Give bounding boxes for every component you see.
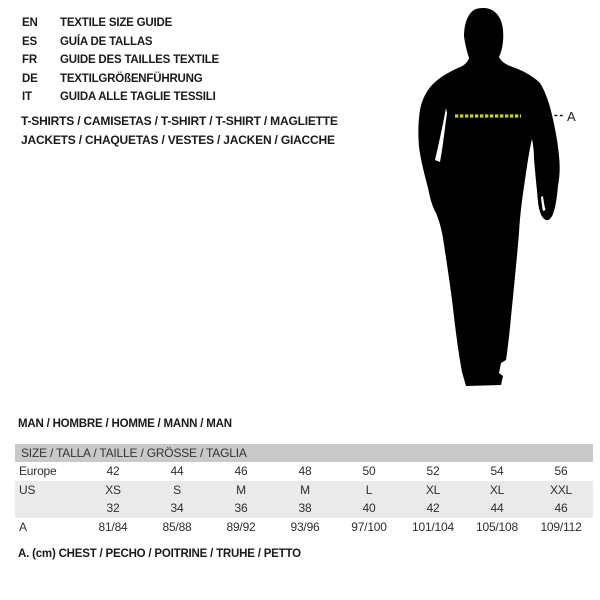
garment-categories	[21, 112, 338, 150]
language-list	[22, 14, 219, 107]
cell: 54	[490, 464, 504, 479]
language-code: EN	[22, 17, 38, 30]
language-code: IT	[22, 91, 32, 104]
row-label: US	[19, 482, 36, 497]
category-tshirts: T-SHIRTS / CAMISETAS / T-SHIRT / T-SHIRT / MAGLIETTE	[21, 114, 338, 128]
man-silhouette-svg	[400, 0, 600, 400]
cell: 97/100	[351, 519, 387, 534]
cell: 34	[170, 501, 184, 516]
language-label: GUÍA DE TALLAS	[60, 35, 153, 48]
cell: M	[236, 482, 246, 497]
cell: 81/84	[98, 519, 128, 534]
cell: XS	[105, 482, 121, 497]
cell: 85/88	[162, 519, 192, 534]
measure-label-a: A	[567, 109, 576, 124]
cell: 36	[234, 501, 248, 516]
cell: 56	[554, 464, 568, 479]
cell: XL	[489, 482, 505, 497]
cell: 46	[234, 464, 248, 479]
cell: 89/92	[226, 519, 256, 534]
category-jackets: JACKETS / CHAQUETAS / VESTES / JACKEN / GIACCHE	[21, 133, 335, 147]
cell: 40	[362, 501, 376, 516]
cell: 101/104	[412, 519, 454, 534]
size-table	[15, 444, 593, 536]
cell: 46	[554, 501, 568, 516]
language-code: FR	[22, 54, 37, 67]
cell: 105/108	[476, 519, 518, 534]
cell: 93/96	[290, 519, 320, 534]
language-row-it	[22, 88, 219, 107]
section-title: MAN / HOMBRE / HOMME / MANN / MAN	[18, 418, 232, 430]
cell: 109/112	[540, 519, 582, 534]
language-code: DE	[22, 72, 38, 85]
man-silhouette	[418, 8, 559, 386]
measurement-footnote: A. (cm) CHEST / PECHO / POITRINE / TRUHE / PETTO	[18, 548, 301, 560]
language-code: ES	[22, 35, 37, 48]
table-row-us	[15, 481, 593, 500]
cell: 44	[490, 501, 504, 516]
cell: 44	[170, 464, 184, 479]
language-label: TEXTILE SIZE GUIDE	[60, 17, 173, 30]
language-row-fr	[22, 51, 219, 70]
language-label: GUIDA ALLE TAGLIE TESSILI	[60, 91, 216, 104]
cell: 38	[298, 501, 312, 516]
language-row-en	[22, 14, 219, 33]
man-silhouette-figure	[400, 0, 600, 400]
cell: S	[173, 482, 181, 497]
row-label: Europe	[19, 464, 57, 479]
language-row-de	[22, 70, 219, 89]
language-label: TEXTILGRÖßENFÜHRUNG	[60, 72, 203, 85]
cell: 52	[426, 464, 440, 479]
cell: L	[365, 482, 373, 497]
size-table-header: SIZE / TALLA / TAILLE / GRÖSSE / TAGLIA	[15, 444, 593, 462]
cell: 48	[298, 464, 312, 479]
cell: 50	[362, 464, 376, 479]
language-label: GUIDE DES TAILLES TEXTILE	[60, 54, 219, 67]
cell: M	[300, 482, 310, 497]
table-row-numeric	[15, 499, 593, 518]
cell: XXL	[549, 482, 573, 497]
cell: 42	[106, 464, 120, 479]
table-row-europe	[15, 462, 593, 481]
cell: 42	[426, 501, 440, 516]
row-label: A	[19, 519, 27, 534]
cell: 32	[106, 501, 120, 516]
language-row-es	[22, 33, 219, 52]
cell: XL	[425, 482, 441, 497]
table-row-a-chest	[15, 518, 593, 537]
